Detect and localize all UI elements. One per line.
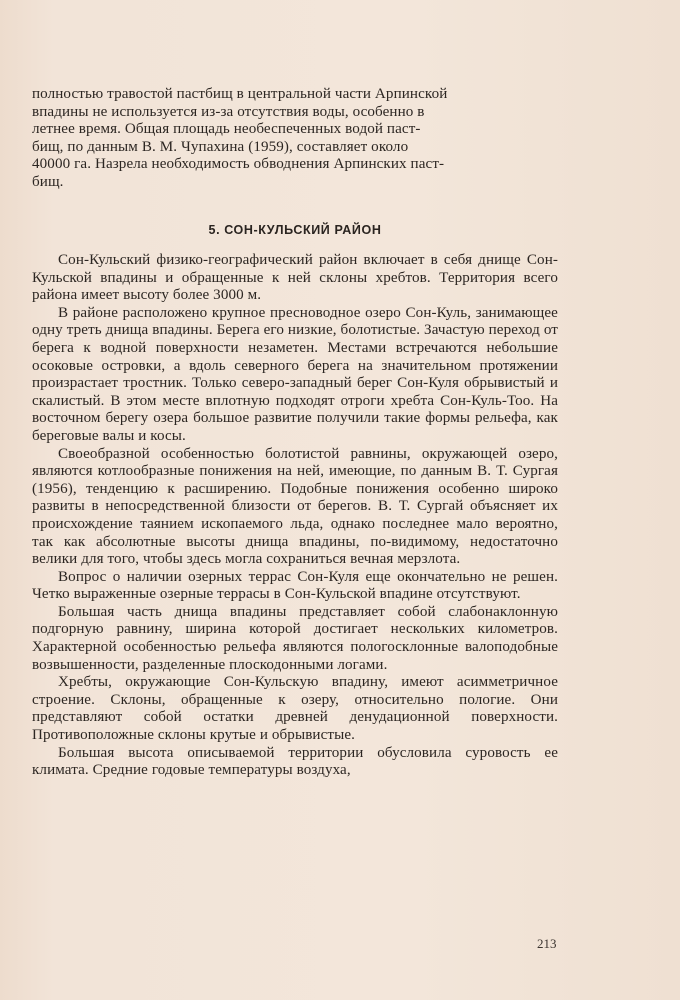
intro-line: летнее время. Общая площадь необеспеченных водой паст- [32, 121, 421, 138]
intro-line: бищ, по данным В. М. Чупахина (1959), составляет около [32, 138, 409, 155]
section-heading: 5. СОН-КУЛЬСКИЙ РАЙОН [208, 223, 382, 237]
paragraph: Большая высота описываемой территории обусловила суровость ее климата. Средние годовые температуры воздуха, [32, 744, 558, 779]
page-number: 213 [537, 936, 557, 951]
intro-line: полностью травостой пастбищ в центральной части Арпинской [32, 86, 448, 102]
paragraph: Сон-Кульский физико-географический район включает в себя днище Сон-Кульской впадины и обращенные к ней склоны хребтов. Территория всего района имеет высоту более 3000 м. [32, 252, 558, 304]
paragraph: Вопрос о наличии озерных террас Сон-Куля еще окончательно не решен. Четко выраженные озерные террасы в Сон-Кульской впадине отсутствуют. [32, 568, 558, 603]
paragraph: Хребты, окружающие Сон-Кульскую впадину, имеют асимметричное строение. Склоны, обращенные к озеру, относительно пологие. Они представляют собой остатки древней денудационной поверхности. Противоположные склоны крутые и обрывистые. [32, 674, 558, 744]
section-body [32, 252, 558, 780]
intro-line: бищ. [32, 173, 64, 190]
paragraph: Большая часть днища впадины представляет собой слабонаклонную подгорную равнину, ширина которой достигает нескольких километров. Характерной особенностью рельефа являются пологосклонные валоподобные возвышенности, разделенные плоскодонными логами. [32, 603, 558, 673]
intro-line: 40000 га. Назрела необходимость обводнения Арпинских паст- [32, 156, 445, 173]
intro-paragraph [32, 86, 558, 192]
paragraph: В районе расположено крупное пресноводное озеро Сон-Куль, занимающее одну треть днища впадины. Берега его низкие, болотистые. Зачастую переход от берега к водной поверхности незаметен. Местами встречаются небольшие осоковые островки, а вдоль северного берега на значительном протяжении произрастает тростник. Только северо-западный берег Сон-Куля обрывистый и скалистый. В этом месте вплотную подходят отроги хребта Сон-Куль-Тоо. На восточном берегу озера большое развитие получили такие формы рельефа, как береговые валы и косы. [32, 304, 558, 444]
paragraph: Своеобразной особенностью болотистой равнины, окружающей озеро, являются котлообразные понижения на ней, имеющие, по данным В. Т. Сургая (1956), тенденцию к расширению. Подобные понижения особенно широко развиты в непосредственной близости от берегов. В. Т. Сургай объясняет их происхождение таянием ископаемого льда, однако последнее мало вероятно, так как абсолютные высоты днища впадины, по-видимому, недостаточно велики для того, чтобы здесь могла сохраниться вечная мерзлота. [32, 445, 558, 568]
intro-line: впадины не используется из-за отсутствия воды, особенно в [32, 103, 425, 120]
